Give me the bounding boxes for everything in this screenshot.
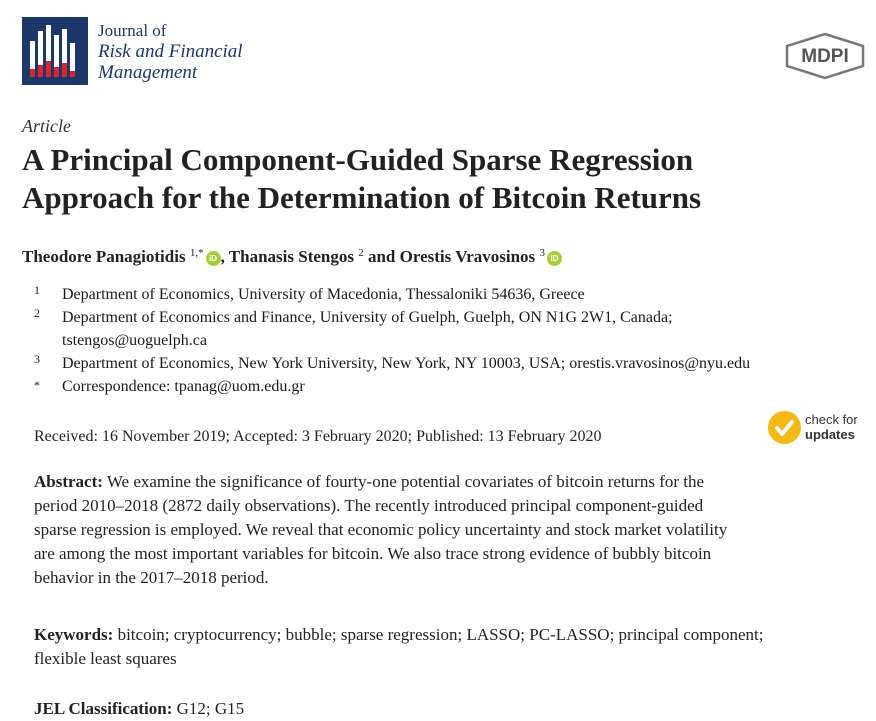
author-separator: and [363, 247, 400, 266]
article-type: Article [22, 116, 71, 136]
abstract [34, 470, 870, 590]
correspondence-text: Correspondence: tpanag@uom.edu.gr [62, 378, 305, 395]
affiliation-text: Department of Economics, University of Macedonia, Thessaloniki 54636, Greece [62, 286, 585, 303]
title-line: Approach for the Determination of Bitcoin Returns [22, 180, 702, 215]
title-line: A Principal Component-Guided Sparse Regression [22, 142, 694, 177]
jel-classification [34, 697, 870, 721]
orcid-icon[interactable]: iD [206, 251, 221, 266]
affiliation-number: 2 [34, 306, 40, 320]
mdpi-logo [783, 32, 867, 80]
abstract-text: behavior in the 2017–2018 period. [34, 568, 269, 587]
journal-name-line2: Management [98, 62, 198, 83]
affiliation-email[interactable]: tstengos@uoguelph.ca [62, 332, 207, 349]
journal-name [98, 20, 243, 83]
affiliation-number: 1 [34, 283, 40, 297]
journal-logo [22, 17, 88, 85]
check-updates-label [805, 412, 858, 442]
abstract-label: Abstract: [34, 472, 103, 491]
author-affiliation-marker: 1,* [189, 247, 204, 259]
check-updates-line1: check for [805, 412, 858, 427]
author-separator: , [220, 247, 229, 266]
keywords-text: flexible least squares [34, 649, 177, 668]
affiliation-number: 3 [34, 352, 40, 366]
paper-title [22, 141, 862, 217]
abstract-text: are among the most important variables for bitcoin. We also trace strong evidence of bubbly bitcoin [34, 544, 712, 563]
keywords [34, 623, 870, 671]
author-list [22, 247, 562, 267]
affiliation-text: Department of Economics, New York University, New York, NY 10003, USA; orestis.vravosinos@nyu.edu [62, 355, 751, 372]
author-name[interactable]: Thanasis Stengos [228, 247, 354, 266]
keywords-label: Keywords: [34, 625, 114, 644]
check-for-updates-button[interactable] [768, 410, 868, 446]
author-name[interactable]: Theodore Panagiotidis [22, 247, 186, 266]
journal-prefix: Journal of [98, 21, 167, 40]
jel-value: G12; G15 [172, 699, 245, 718]
abstract-text: We examine the significance of fourty-one potential covariates of bitcoin returns for the [102, 472, 705, 491]
publication-dates: Received: 16 November 2019; Accepted: 3 February 2020; Published: 13 February 2020 [34, 428, 602, 445]
checkmark-icon [768, 411, 801, 444]
author-name[interactable]: Orestis Vravosinos [399, 247, 536, 266]
author-affiliation-marker: 2 [358, 247, 364, 259]
svg-text:MDPI: MDPI [801, 46, 849, 67]
check-updates-line2: updates [805, 427, 855, 442]
abstract-text: period 2010–2018 (2872 daily observations). The recently introduced principal component-guided [34, 496, 704, 515]
journal-name-line1: Risk and Financial [98, 41, 243, 62]
affiliation-number: * [34, 378, 40, 392]
jel-label: JEL Classification: [34, 699, 173, 718]
keywords-text: bitcoin; cryptocurrency; bubble; sparse regression; LASSO; PC-LASSO; principal component; [113, 625, 764, 644]
orcid-icon[interactable]: iD [547, 251, 562, 266]
author-affiliation-marker: 3 [539, 247, 545, 259]
affiliation-text: Department of Economics and Finance, University of Guelph, Guelph, ON N1G 2W1, Canada; [62, 309, 673, 326]
abstract-text: sparse regression is employed. We reveal that economic policy uncertainty and stock market volatility [34, 520, 728, 539]
